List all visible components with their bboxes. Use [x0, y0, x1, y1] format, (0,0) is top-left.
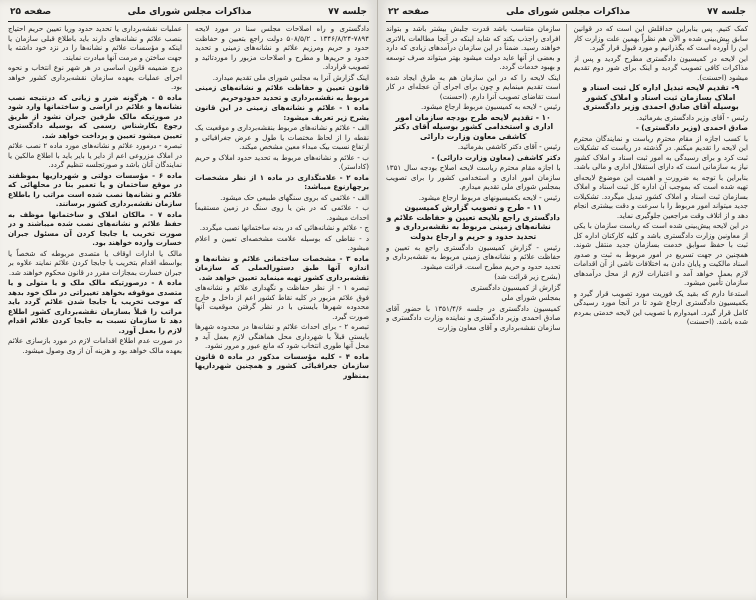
- article-paragraph: ماده ۴ - کلیه مؤسسات مذکور در ماده ۵ قانون سازمان جغرافیائی کشور و همچنین شهرداریها بمنظور: [195, 351, 369, 380]
- left-page-column-left: [8, 24, 188, 598]
- article-paragraph: قانون تعیین و حفاظت علائم و نشانه‌های زمینی مربوط به نقشه‌برداری و تحدید حدودوحریم: [195, 83, 369, 102]
- body-paragraph: در این لایحه پیش‌بینی شده است که ریاست سازمان با یکی از معاونین وزارت دادگستری باشد و کلیه کارکنان اداره کل ثبت با حفظ سوابق خدمت بسازمان جدید منتقل شوند. همچنین در جهت تسریع در امور مربوط به ثبت و صدور اسناد مالکیت و پایان دادن به اختلافات ناشی از آن اقدامات لازم بعمل خواهد آمد و اعتبارات لازم از محل درآمدهای سازمان تأمین میشود.: [573, 221, 748, 288]
- body-paragraph: تبصره ۲ - برای احداث علائم و نشانه‌ها در محدوده شهرها بایستی قبلاً با شهرداری محل هماهنگی لازم بعمل آید و محل آنها طوری انتخاب شود که مانع عبور و مرور نشود.: [195, 322, 369, 350]
- left-session-label: جلسه ۷۷: [328, 7, 367, 17]
- right-journal-title: مذاکرات مجلس شورای ملی: [506, 7, 631, 17]
- article-paragraph: صادق احمدی (وزیر دادگستری) -: [635, 123, 748, 133]
- body-paragraph: درج ضمیمه قانون اساسی در هر شهر نوع انتخاب و نحوه اجرای عملیات بعهده سازمان نقشه‌برداری کشور خواهد بود.: [8, 63, 182, 91]
- body-paragraph: ب - علائم و نشانه‌های مربوط به تحدید حدود املاک و حریم (کاداستر).: [195, 152, 369, 171]
- body-paragraph: رئیس - آقای دکتر کاشفی بفرمائید.: [457, 142, 561, 152]
- body-paragraph: رئیس - لایحه بکمیسیونهای مربوط ارجاع میشود.: [418, 192, 561, 202]
- body-paragraph: (بشرح زیر قرائت شد): [494, 272, 561, 282]
- body-paragraph: بنابراین با توجه به ضرورت و اهمیت این موضوع لایحه‌ای تهیه شده است که بموجب آن اداره کل ثبت اسناد و املاک بسازمان ثبت اسناد و املاک کشور تبدیل میگردد. تشکیلات جدید میتواند امور مربوط را با سرعت و دقت بیشتری انجام دهد و از اتلاف وقت مراجعین جلوگیری نماید.: [573, 172, 748, 220]
- body-paragraph: با کسب اجازه از مقام محترم ریاست و نمایندگان محترم این لایحه را تقدیم میکنم. در گذشته در ریاست که تشکیلات ثبت کرد و برای رسیدگی به امور ثبت اسناد و املاک کشور نیاز به سازمانی است که دارای استقلال اداری و مالی باشد.: [573, 133, 748, 172]
- body-paragraph: الف - علائم و نشانه‌های مربوط بنقشه‌برداری و موقعیت یک نقطه را از لحاظ مختصات یا طول و عرض جغرافیائی و ارتفاع نسبت بیک مبداء معین مشخص میکند.: [195, 123, 369, 151]
- section-heading: ۱۰ - تقدیم لایحه طرح بودجه سازمان امور اداری و استخدامی کشور بوسیله آقای دکتر کاشفی معاون وزارت دارائی: [393, 112, 554, 141]
- body-paragraph: الف - علائمی که بروی سنگهای طبیعی حک میشود.: [220, 192, 369, 202]
- left-page-number: صفحه ۲۵: [10, 7, 52, 17]
- body-paragraph: د - نقاطی که بوسیله علامت مشخصه‌ای تعیین و اعلام میشود.: [195, 233, 369, 252]
- right-page-number: صفحه ۲۲: [388, 7, 430, 17]
- body-paragraph: با اجازه مقام محترم ریاست لایحه اصلاح بودجه سال ۱۳۵۱ سازمان امور اداری و استخدامی کشور را برای تصویب بمجلس شورای ملی تقدیم میدارم.: [386, 163, 561, 192]
- section-heading: ۱۱ - طرح و تصویب گزارش کمیسیون دادگستری راجع بلایحه تعیین و حفاظت علائم و نشانه‌های زمینی مربوط به نقشه‌برداری و تحدید حدود و حریم و ارجاع بدولت: [386, 203, 560, 242]
- article-paragraph: ماده ۳ - مشخصات ساختمانی علائم و نشانه‌ها و اندازه آنها طبق دستورالعملی که سازمان نقشه‌برداری کشور تهیه مینماید تعیین خواهد شد.: [195, 253, 369, 282]
- body-paragraph: رئیس - لایحه به کمیسیون مربوط ارجاع میشود.: [420, 102, 561, 111]
- right-page: [378, 0, 756, 600]
- body-paragraph: در صورت عدم اطلاع اقدامات لازم در مورد بازسازی علائم بعهده مالک خواهد بود و هزینه آن از وی وصول میشود.: [8, 336, 182, 355]
- article-paragraph: ماده ۱ - علائم و نشانه‌های زمینی در این قانون بشرح زیر تعریف میشود:: [195, 103, 369, 122]
- right-page-header: [386, 6, 748, 22]
- body-paragraph: رئیس - گزارش کمیسیون دادگستری راجع به تعیین و حفاظت علائم و نشانه‌های زمینی مربوط به نقشه‌برداری و تحدید حدود و حریم مطرح است. قرائت میشود.: [386, 242, 561, 271]
- body-paragraph: بمجلس شورای ملی: [501, 293, 561, 303]
- left-page-column-right: [195, 24, 369, 598]
- article-paragraph: ماده ۸ - درصورتیکه مالک ملک و یا متولی و یا متصدی موقوفه بخواهد تغییراتی در ملک خود بدهد که موجب تخریب یا جابجا شدن علائم گردد باید مراتب را قبلاً بسازمان نقشه‌برداری کشور اطلاع دهد تا سازمان نسبت به جابجا کردن علائم اقدام لازم را بعمل آورد.: [8, 278, 182, 335]
- body-paragraph: عملیات نقشه‌برداری یا تحدید حدود وریا تعیین حریم احتیاج بنصب علائم و نشانه‌های دارند باید باطلاع قبلی سازمان یا اینکه و مؤسسات علائم و نشانه‌ها را در نزد خود داشته یا جهت ساختن و مرمت آنها مبادرت نمایند.: [8, 24, 182, 62]
- body-paragraph: کمک کنیم. پس بنابراین حداقلش این است که در قوانین سابق پیش‌بینی شده و الآن هم نظراً بهمین علت وزارت کار این را آورده است که بگذرانیم و مورد قبول قرار گیرد.: [573, 24, 748, 52]
- right-page-column-left: [386, 24, 567, 598]
- body-paragraph: اینک گزارش آنرا به مجلس شورای ملی تقدیم میدارد.: [212, 72, 369, 82]
- body-paragraph: تبصره ۱ - از نظر حفاظت و نگهداری علائم و نشانه‌های فوق علائم مزبور در کلیه نقاط کشور اعم از داخل و خارج محدوده شهرها بایستی با در نظر گرفتن موقعیت آنها صورت گیرد.: [195, 283, 369, 321]
- section-heading: ۹- تقدیم لایحه تبدیل اداره کل ثبت اسناد و املاک بسازمان ثبت اسناد و املاک کشور بوسیله آقای صادق احمدی وزیر دادگستری: [582, 83, 740, 112]
- body-paragraph: تبصره - درمورد علائم و نشانه‌های مورد ماده ۲ نصب علائم در املاک مزروعی اعم از دایر یا بایر باید با اطلاع مالکین یا نمایندگان آنان باشد و صورتجلسه تنظیم گردد.: [8, 141, 182, 169]
- body-paragraph: ب - علائمی که در بتن یا روی سنگ در زمین مستقیماً احداث میشود.: [195, 203, 369, 222]
- article-paragraph: ماده ۵ - هرگونه ضرر و زیانی که درنتیجه نصب نشانه‌ها و علائم در اراضی و ساختمانها وارد شود در صورتیکه مالک طرفین جبران نشود از طریق رجوع بکارشناس رسمی که بوسیله دادگستری تعیین میشود تعیین و پرداخت خواهد شد.: [8, 92, 182, 140]
- body-paragraph: گزارش از کمیسیون دادگستری: [470, 282, 561, 292]
- article-paragraph: ماده ۷ - مالکان املاک و ساختمانها موظف به حفظ علائم و نشانه‌های نصب شده میباشند و در صورت تخریب یا جابجا کردن آن مسئول جبران خسارت وارده خواهند بود.: [8, 209, 182, 247]
- body-paragraph: دادگستری و راه اصلاحات مجلس سنا در مورد لایحه ۷۸۹۴-۱۳۴۶/۸/۲۴ ـ ۵۰۸/۵/۲ دولت راجع بتعیین و حفاظت حدود و حریم ومرزیم علائم و نشانه‌های زمینی و تحدید حدود و حریم‌ها و مطرح و اصلاحات مزبور را موردتائید و تصویب قرارداد.: [195, 24, 369, 71]
- article-paragraph: دکتر کاشفی (معاون وزارت دارائی) -: [431, 152, 561, 162]
- body-paragraph: کمیسیون دادگستری در جلسه ۱۳۵۱/۴/۶ با حضور آقای صادق احمدی وزیر دادگستری و نماینده وزارت دادگستری و سازمان نقشه‌برداری و آقای معاون وزارت: [386, 303, 561, 332]
- left-page-header: [8, 6, 369, 22]
- article-paragraph: ماده ۶ - مؤسسات دولتی و شهرداریها بموظفند در موقع ساختمان و یا تعمیر بنا در محلهائی که علائم و نشانه‌ها نصب شده است مراتب را باطلاع سازمان نقشه‌برداری کشور برسانند.: [8, 170, 182, 208]
- body-paragraph: ج - علائم و نشانه‌هائی که در بدنه ساختمانها نصب میگردد.: [199, 223, 369, 232]
- right-session-label: جلسه ۷۷: [707, 7, 746, 17]
- right-page-column-right: [574, 24, 749, 598]
- body-paragraph: مالک یا ادارات اوقاف یا متصدی مربوطه که شخصاً یا بواسطه اقدام بتخریب یا جابجا کردن علائم نمایند علاوه بر جبران خسارت بمجازات مقرر در قانون محکوم خواهند شد.: [8, 248, 182, 277]
- left-journal-title: مذاکرات مجلس شورای ملی: [127, 7, 252, 17]
- body-paragraph: رئیس - آقای وزیر دادگستری بفرمائید.: [636, 112, 748, 122]
- body-paragraph: این لایحه در کمیسیون دادگستری مطرح گردید و پس از مذاکرات کافی تصویب گردید و اینک برای شور دوم تقدیم میشود (احسنت).: [573, 53, 748, 82]
- body-paragraph: اینک لایحه را که در این سازمان هم به طرق ایجاد شده است تقدیم مینمایم و چون برای اجرای آن عجله‌ای در کار است تقاضای تصویب آنرا دارم. (احسنت): [386, 72, 561, 101]
- article-paragraph: ماده ۲ - علامتگذاری در ماده ۱ از نظر مشخصات برچهارنوع میباشد:: [195, 172, 369, 191]
- body-paragraph: استدعا دارم که بقید یک فوریت مورد تصویب قرار گیرد و بکمیسیون دادگستری ارجاع شود تا در آنجا مورد رسیدگی کامل قرار گیرد. امیدوارم با تصویب این لایحه خدمتی بمردم شده باشد. (احسنت): [573, 288, 748, 327]
- body-paragraph: سازمان متناسب باشد قدرت جلبش بیشتر باشد و بتواند افرادی راجذب بکند که شاید اینکه در آنجا مطالعات بالاتری خواهند رسید. ضمناً در این سازمان درآمدهای زیادی که دارد و بعضی از آنها عاید دولت میشود بهتر میتواند صرف توسعه و بهبود خدمات گردد.: [386, 24, 561, 71]
